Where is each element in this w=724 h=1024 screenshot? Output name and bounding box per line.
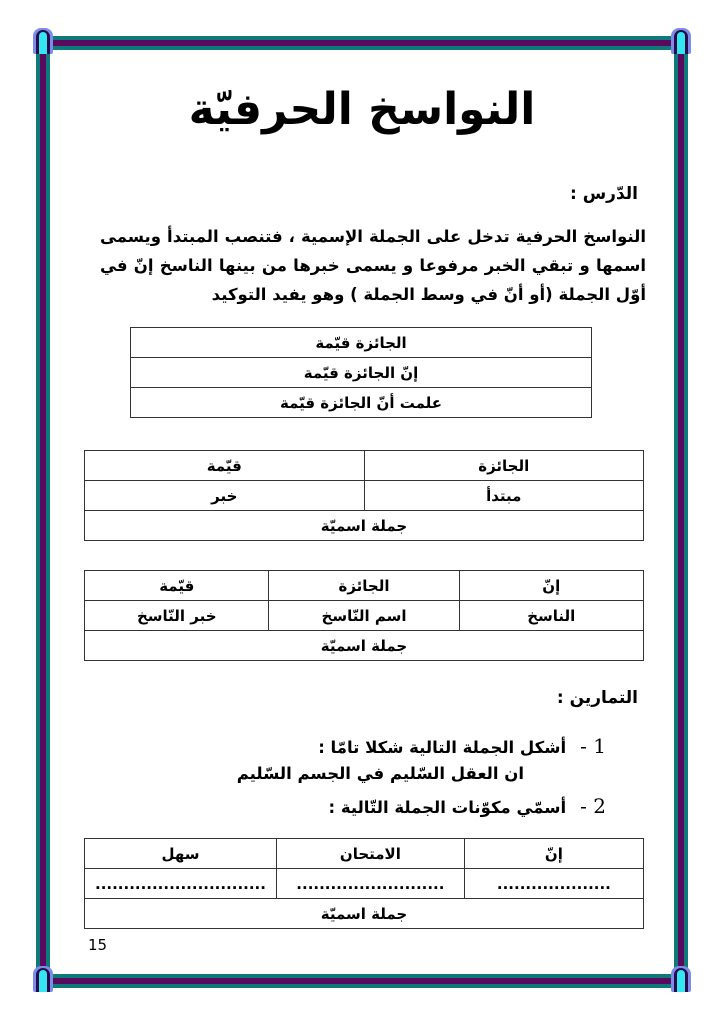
- table-cell: خبر النّاسخ: [85, 601, 269, 631]
- exercise-table: [84, 838, 644, 929]
- table-footer: جملة اسميّة: [85, 511, 644, 541]
- nominal-sentence-table: [84, 450, 644, 541]
- exercise-sentence: ان العقل السّليم في الجسم السّليم: [236, 764, 524, 783]
- border-right: [674, 40, 688, 984]
- exercise-number: 1 -: [580, 734, 606, 758]
- table-cell: إنّ الجائزة قيّمة: [131, 358, 592, 388]
- exercise-text: أشكل الجملة التالية شكلا تامّا :: [318, 738, 567, 757]
- blank-cell[interactable]: ..........................: [276, 869, 464, 899]
- blank-cell[interactable]: ..............................: [85, 869, 277, 899]
- corner-ornament: [671, 28, 691, 54]
- border-bottom: [40, 974, 684, 988]
- table-cell: سهل: [85, 839, 277, 869]
- page-number: 15: [88, 936, 108, 954]
- lesson-heading: الدّرس :: [570, 184, 638, 204]
- examples-table: [130, 327, 592, 418]
- border-top: [40, 36, 684, 50]
- table-footer: جملة اسميّة: [85, 631, 644, 661]
- table-cell: مبتدأ: [364, 481, 644, 511]
- table-cell: الجائزة قيّمة: [131, 328, 592, 358]
- blank-cell[interactable]: ....................: [464, 869, 643, 899]
- lesson-text: النواسخ الحرفية تدخل على الجملة الإسمية ، فتنصب المبتدأ ويسمى اسمها و تبقي الخبر مرفوعا و يسمى خبرها من بينها الناسخ إنّ في أوّل الجملة (أو أنّ في وسط الجملة ) وهو يفيد التوكيد: [100, 227, 646, 304]
- table-cell: الناسخ: [459, 601, 643, 631]
- table-cell: الامتحان: [276, 839, 464, 869]
- corner-ornament: [33, 28, 53, 54]
- exercise-text: أسمّي مكوّنات الجملة التّالية :: [328, 798, 567, 817]
- nasikh-table: [84, 570, 644, 661]
- exercise-1: [318, 734, 606, 758]
- border-left: [36, 40, 50, 984]
- table-cell: إنّ: [464, 839, 643, 869]
- exercise-2: [329, 794, 606, 818]
- table-cell: قيّمة: [85, 571, 269, 601]
- corner-ornament: [671, 966, 691, 992]
- table-footer: جملة اسميّة: [85, 899, 644, 929]
- table-cell: قيّمة: [85, 451, 365, 481]
- table-cell: علمت أنّ الجائزة قيّمة: [131, 388, 592, 418]
- exercise-number: 2 -: [580, 794, 606, 818]
- exercise-number-value: 2: [593, 794, 606, 818]
- table-cell: خبر: [85, 481, 365, 511]
- exercises-heading: التمارين :: [556, 688, 638, 708]
- exercise-number-value: 1: [593, 734, 606, 758]
- table-cell: إنّ: [459, 571, 643, 601]
- table-cell: الجائزة: [269, 571, 459, 601]
- corner-ornament: [33, 966, 53, 992]
- table-cell: اسم النّاسخ: [269, 601, 459, 631]
- page-title: النواسخ الحرفيّة: [188, 84, 536, 135]
- table-cell: الجائزة: [364, 451, 644, 481]
